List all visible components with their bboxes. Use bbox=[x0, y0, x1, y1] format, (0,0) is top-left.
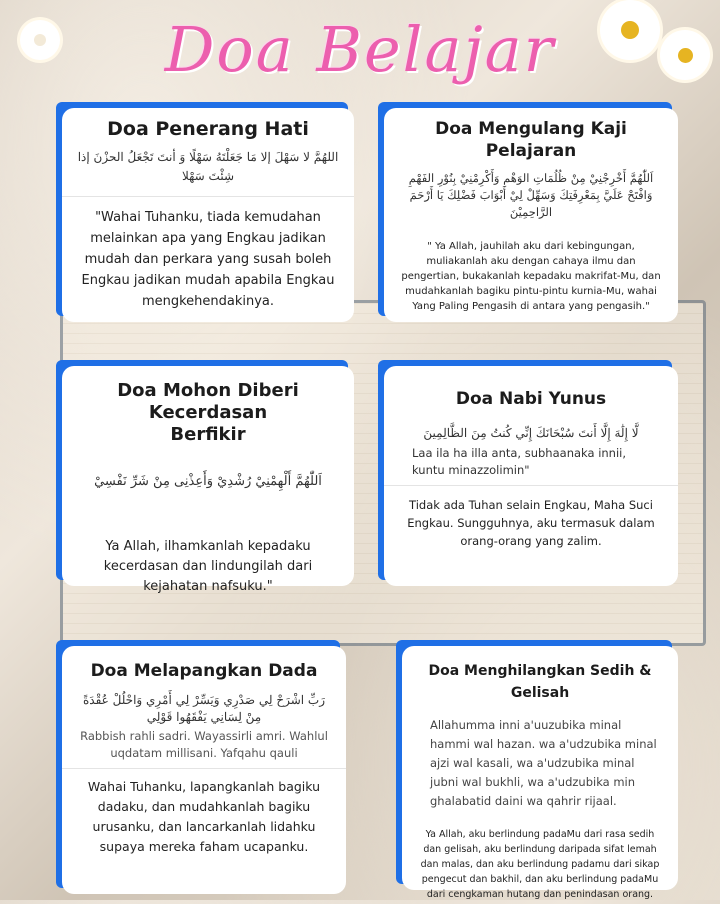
arabic-text: لَّا إِلَٰهَ إِلَّا أَنتَ سُبْحَانَكَ إِنِّي كُنتُ مِنَ الظَّالِمِينَ bbox=[423, 426, 639, 440]
meaning-text: Tidak ada Tuhan selain Engkau, Maha Suci Engkau. Sungguhnya, aku termasuk dalam orang-orang yang zalim. bbox=[407, 498, 655, 548]
card-doa-penerang-hati bbox=[62, 108, 354, 322]
divider bbox=[62, 196, 354, 197]
card-doa-mengulang-kaji-pelajaran bbox=[384, 108, 678, 322]
card-doa-melapangkan-dada bbox=[62, 646, 346, 894]
card-title: Doa Melapangkan Dada bbox=[90, 661, 318, 681]
arabic-text: اَللّٰهُمَّ أَخْرِجْنِيْ مِنْ ظُلُمَاتِ الوَهْمِ وَأَكْرِمْنِيْ بِنُوْرِ الفَهْمِ وَافْتَحْ عَلَيَّ بِمَعْرِفَتِكَ وَسَهِّلْ لِيْ أَبْوَابَ فَضْلِكَ يَا أَرْحَمَ الرَّاحِمِيْنَ bbox=[408, 171, 654, 219]
meaning-text: " Ya Allah, jauhilah aku dari kebingungan, muliakanlah aku dengan cahaya ilmu dan pengertian, bukakanlah kepadaku makrifat-Mu, dan mudahkanlah bagiku pintu-pintu kurnia-Mu, wahai Yang Paling Pengasih di antara yang pengasih." bbox=[401, 241, 661, 312]
latin-text: Rabbish rahli sadri. Wayassirli amri. Wahlul uqdatam millisani. Yafqahu qauli bbox=[80, 729, 328, 760]
card-title: Doa Menghilangkan Sedih & Gelisah bbox=[428, 663, 652, 701]
arabic-text: اَللّٰهُمَّ أَلْهِمْنِيْ رُشْدِيْ وَأَعِذْنِى مِنْ شَرِّ نَفْسِيْ bbox=[94, 474, 322, 489]
card-title: Doa Penerang Hati bbox=[107, 118, 309, 140]
meaning-text: Wahai Tuhanku, lapangkanlah bagiku dadaku, dan mudahkanlah bagiku urusanku, dan lancarkanlah lidahku supaya mereka faham ucapanku. bbox=[87, 779, 321, 854]
card-doa-nabi-yunus bbox=[384, 366, 678, 586]
latin-text: Laa ila ha illa anta, subhaanaka innii, kuntu minazzolimin" bbox=[412, 446, 627, 477]
arabic-text: رَبِّ اشْرَحْ لِي صَدْرِي وَيَسِّرْ لِي أَمْرِي وَاحْلُلْ عُقْدَةً مِنْ لِسَانِي يَفْقَهُوا قَوْلِي bbox=[82, 693, 325, 724]
latin-text: Allahumma inni a'uuzubika minal hammi wal hazan. wa a'udzubika minal ajzi wal kasali, wa a'udzubika minal jubni wal bukhli, wa a'udzubika min ghalabatid daini wa qahrir rijaal. bbox=[430, 718, 657, 808]
arabic-text: اللهُمَّ لا سَهْلَ إلا مَا جَعَلْتَهُ سَهْلًا وَ أنتَ تَجْعَلُ الحزْنَ إذا شِئْتَ سَهْلا bbox=[77, 150, 339, 183]
card-title: Doa Mengulang Kaji Pelajaran bbox=[435, 119, 627, 161]
divider bbox=[384, 485, 678, 486]
card-title: Doa Mohon Diberi Kecerdasan Berfikir bbox=[117, 380, 299, 445]
card-title: Doa Nabi Yunus bbox=[455, 389, 607, 409]
meaning-text: "Wahai Tuhanku, tiada kemudahan melainkan apa yang Engkau jadikan mudah dan perkara yang susah boleh Engkau jadikan mudah apabila Engkau mengkehendakinya. bbox=[81, 210, 335, 309]
card-doa-mohon-diberi-kecerdasan bbox=[62, 366, 354, 594]
card-doa-menghilangkan-sedih-gelisah bbox=[402, 646, 678, 900]
meaning-text: Ya Allah, ilhamkanlah kepadaku kecerdasan dan lindungilah dari kejahatan nafsuku." bbox=[103, 539, 313, 594]
page-title: Doa Belajar bbox=[164, 13, 556, 86]
divider bbox=[62, 768, 346, 769]
meaning-text: Ya Allah, aku berlindung padaMu dari rasa sedih dan gelisah, aku berlindung daripada sifat lemah dan malas, dan aku berlindung padamu dari sikap pengecut dan bakhil, dan aku berlindung padaMu dari cengkaman hutang dan penindasan orang. bbox=[420, 829, 660, 900]
